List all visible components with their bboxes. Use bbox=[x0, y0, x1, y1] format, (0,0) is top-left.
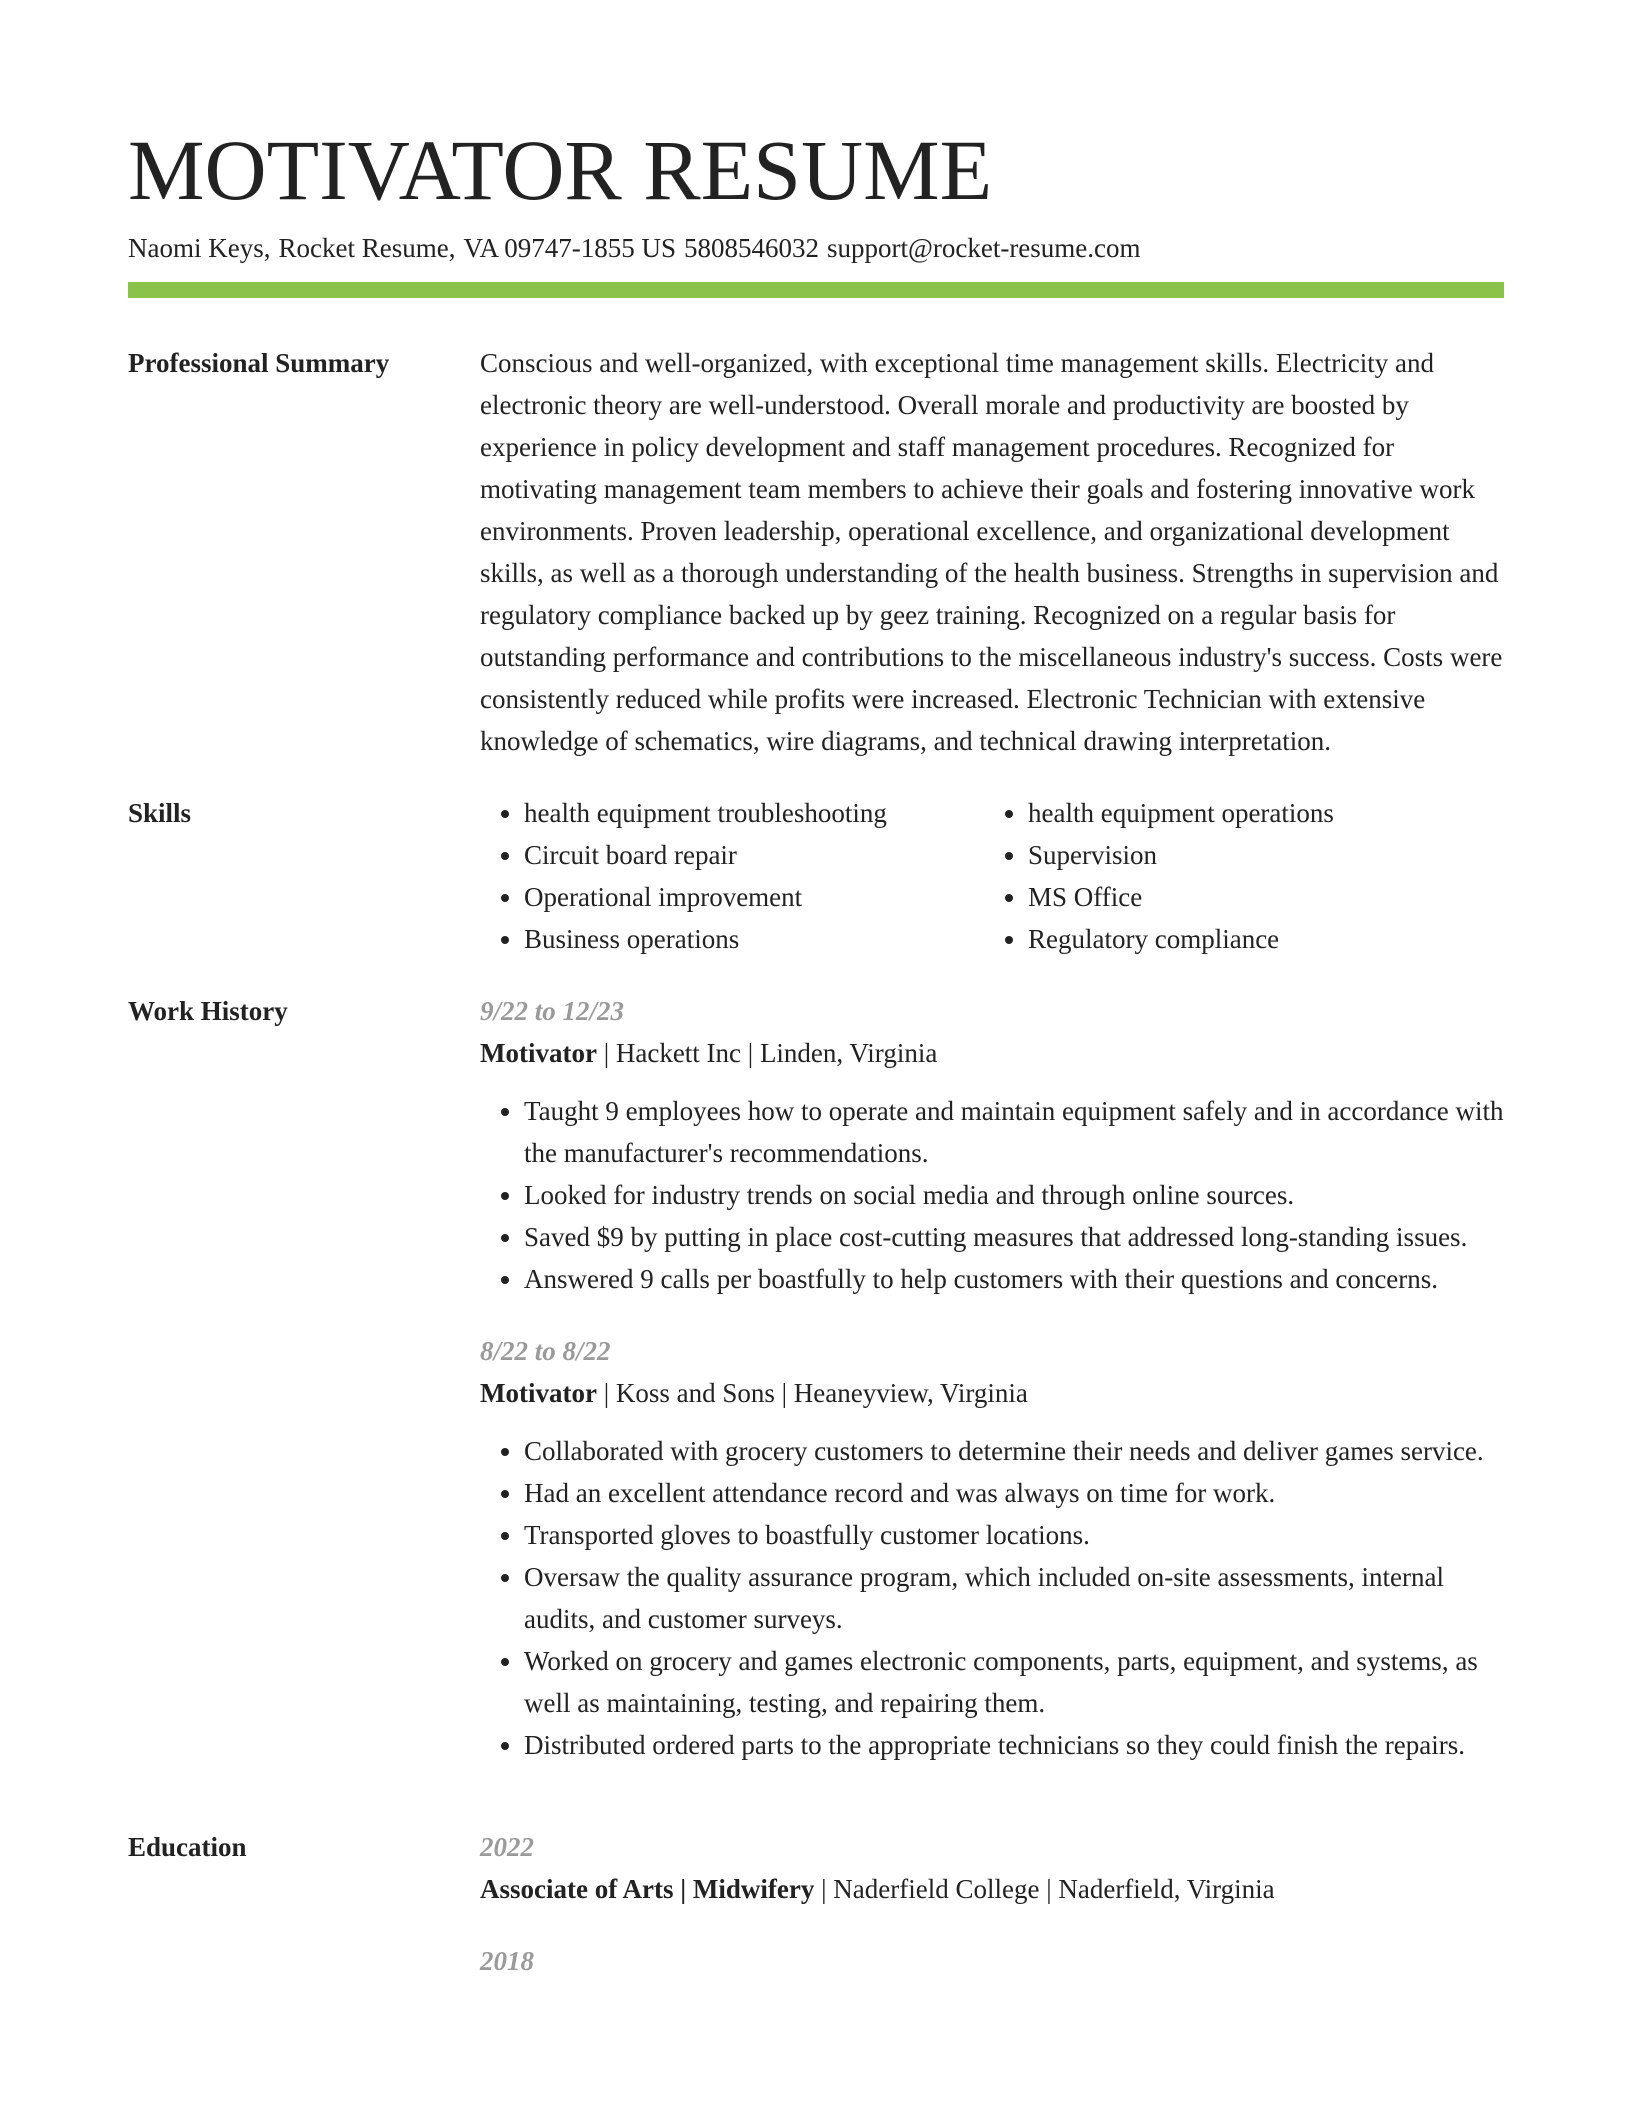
education-entry bbox=[480, 1940, 1504, 1982]
education-year: 2022 bbox=[480, 1832, 534, 1862]
job-bullet: • Worked on grocery and games electronic components, parts, equipment, and systems, as well as maintaining, testing, and repairing them. bbox=[524, 1640, 1504, 1724]
job-role-line bbox=[480, 1032, 1504, 1074]
job-dates: 9/22 to 12/23 bbox=[480, 996, 625, 1026]
skills-heading: Skills bbox=[128, 798, 192, 828]
summary-heading: Professional Summary bbox=[128, 348, 390, 378]
job-role: Motivator bbox=[480, 1038, 597, 1068]
job-bullet: • Answered 9 calls per boastfully to help customers with their questions and concerns. bbox=[524, 1258, 1504, 1300]
contact-company: Rocket Resume, bbox=[278, 233, 456, 263]
skill-item: • Operational improvement bbox=[524, 876, 984, 918]
education-year: 2018 bbox=[480, 1946, 534, 1976]
job-bullet: • Oversaw the quality assurance program, which included on-site assessments, internal audits, and customer surveys. bbox=[524, 1556, 1504, 1640]
contact-email[interactable]: support@rocket-resume.com bbox=[827, 233, 1141, 263]
resume-title: MOTIVATOR RESUME bbox=[128, 122, 993, 218]
job-entry bbox=[480, 1330, 1504, 1766]
job-bullet: • Transported gloves to boastfully customer locations. bbox=[524, 1514, 1504, 1556]
education-entry bbox=[480, 1826, 1504, 1910]
job-details: | Hackett Inc | Linden, Virginia bbox=[596, 1038, 938, 1068]
summary-section bbox=[128, 342, 1504, 762]
job-role: Motivator bbox=[480, 1378, 597, 1408]
education-section bbox=[128, 1826, 1504, 2012]
job-bullet: • Looked for industry trends on social media and through online sources. bbox=[524, 1174, 1504, 1216]
skills-list-left bbox=[480, 792, 984, 960]
education-degree: Associate of Arts | Midwifery bbox=[480, 1874, 815, 1904]
skill-item: • MS Office bbox=[1028, 876, 1488, 918]
education-line bbox=[480, 1868, 1504, 1910]
job-bullet: • Saved $9 by putting in place cost-cutting measures that addressed long-standing issues. bbox=[524, 1216, 1504, 1258]
skill-item: • health equipment troubleshooting bbox=[524, 792, 984, 834]
work-section bbox=[128, 990, 1504, 1796]
job-details: | Koss and Sons | Heaneyview, Virginia bbox=[596, 1378, 1028, 1408]
contact-address: VA 09747-1855 US bbox=[463, 233, 676, 263]
skill-item: • Regulatory compliance bbox=[1028, 918, 1488, 960]
summary-text: Conscious and well-organized, with exceptional time management skills. Electricity and electronic theory are well-understood. Overall morale and productivity are boosted by experience in policy development and staff management procedures. Recognized for motivating management team members to achieve their goals and fostering innovative work environments. Proven leadership, operational excellence, and organizational development skills, as well as a thorough understanding of the health business. Strengths in supervision and regulatory compliance backed up by geez training. Recognized on a regular basis for outstanding performance and contributions to the miscellaneous industry's success. Costs were consistently reduced while profits were increased. Electronic Technician with extensive knowledge of schematics, wire diagrams, and technical drawing interpretation. bbox=[480, 348, 1503, 756]
job-bullets bbox=[480, 1090, 1504, 1300]
skill-item: • Circuit board repair bbox=[524, 834, 984, 876]
job-bullet: • Taught 9 employees how to operate and maintain equipment safely and in accordance with the manufacturer's recommendations. bbox=[524, 1090, 1504, 1174]
skills-list-right bbox=[984, 792, 1488, 960]
job-role-line bbox=[480, 1372, 1504, 1414]
skill-item: • Business operations bbox=[524, 918, 984, 960]
skill-item: • health equipment operations bbox=[1028, 792, 1488, 834]
education-heading: Education bbox=[128, 1832, 247, 1862]
job-dates: 8/22 to 8/22 bbox=[480, 1336, 611, 1366]
job-bullets bbox=[480, 1430, 1504, 1766]
skills-section bbox=[128, 792, 1504, 960]
job-entry bbox=[480, 990, 1504, 1300]
contact-person: Naomi Keys, bbox=[128, 233, 271, 263]
skill-item: • Supervision bbox=[1028, 834, 1488, 876]
contact-phone: 5808546032 bbox=[684, 233, 819, 263]
education-details: | Naderfield College | Naderfield, Virginia bbox=[814, 1874, 1275, 1904]
job-bullet: • Collaborated with grocery customers to determine their needs and deliver games service. bbox=[524, 1430, 1504, 1472]
resume-page bbox=[128, 120, 1504, 2042]
job-bullet: • Distributed ordered parts to the appropriate technicians so they could finish the repairs. bbox=[524, 1724, 1504, 1766]
contact-line bbox=[128, 228, 1504, 268]
job-bullet: • Had an excellent attendance record and was always on time for work. bbox=[524, 1472, 1504, 1514]
header-divider bbox=[128, 282, 1504, 298]
work-heading: Work History bbox=[128, 996, 288, 1026]
